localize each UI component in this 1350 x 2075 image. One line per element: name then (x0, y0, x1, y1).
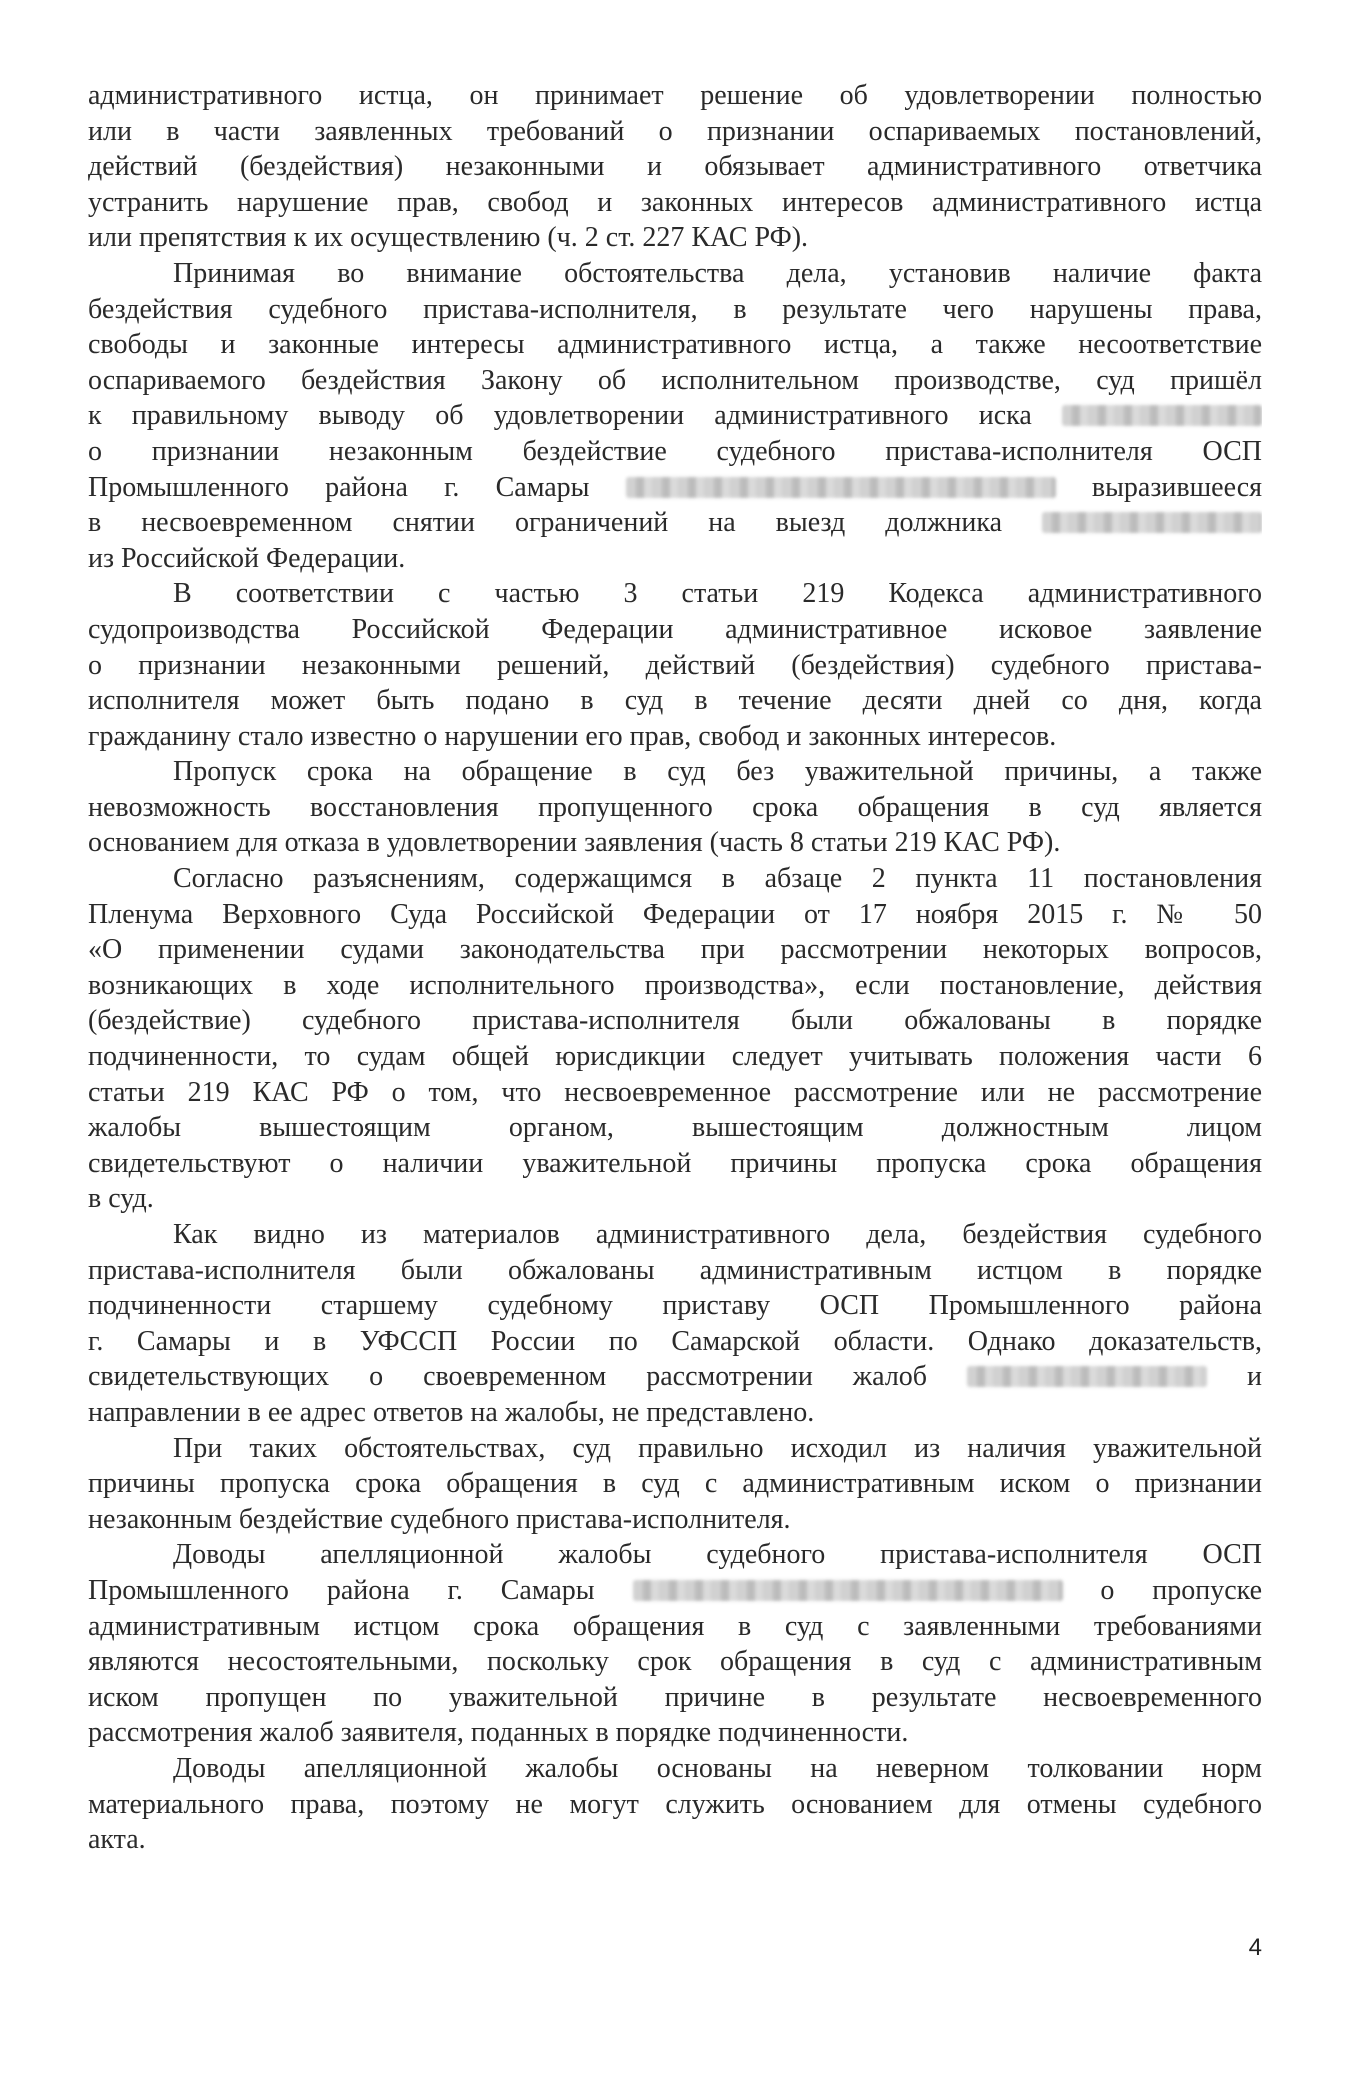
text-segment: Промышленного района г. Самары (88, 1574, 595, 1606)
text-line: действий (бездействия) незаконными и обязывает административного ответчика (88, 151, 1262, 183)
redacted-name (967, 1366, 1207, 1387)
text-line: в суд. (88, 1183, 154, 1215)
text-line: Согласно разъяснениям, содержащимся в абзаце 2 пункта 11 постановления (173, 863, 1262, 895)
text-line: из Российской Федерации. (88, 542, 406, 574)
text-line: бездействия судебного пристава-исполнителя, в результате чего нарушены права, (88, 293, 1262, 325)
redacted-name (1062, 405, 1262, 426)
text-line: пристава-исполнителя были обжалованы административным истцом в порядке (88, 1254, 1262, 1286)
text-segment: выразившееся (1091, 471, 1262, 503)
text-line: или препятствия к их осуществлению (ч. 2 ст. 227 КАС РФ). (88, 222, 809, 254)
text-line: незаконным бездействие судебного пристава-исполнителя. (88, 1503, 791, 1535)
text-line: гражданину стало известно о нарушении его прав, свобод и законных интересов. (88, 720, 1057, 752)
text-line: причины пропуска срока обращения в суд с административным иском о признании (88, 1468, 1262, 1500)
text-line: г. Самары и в УФССП России по Самарской области. Однако доказательств, (88, 1325, 1262, 1357)
text-line: судопроизводства Российской Федерации административное исковое заявление (88, 613, 1262, 645)
text-segment: о пропуске (1100, 1574, 1262, 1606)
page-number: 4 (1248, 1934, 1262, 1961)
text-line: административного истца, он принимает решение об удовлетворении полностью (88, 80, 1262, 111)
text-line: административным истцом срока обращения в суд с заявленными требованиями (88, 1610, 1262, 1642)
text-line: Доводы апелляционной жалобы основаны на неверном толковании норм (173, 1752, 1262, 1784)
text-line-with-redaction (88, 1573, 1262, 1609)
text-line: (бездействие) судебного пристава-исполнителя были обжалованы в порядке (88, 1005, 1262, 1037)
text-segment: Промышленного района г. Самары (88, 471, 590, 503)
redacted-name (1042, 512, 1262, 533)
text-line: устранить нарушение прав, свобод и законных интересов административного истца (88, 186, 1262, 218)
redacted-name (633, 1580, 1063, 1601)
text-line: невозможность восстановления пропущенного срока обращения в суд является (88, 791, 1262, 823)
text-line: подчиненности старшему судебному приставу ОСП Промышленного района (88, 1290, 1262, 1322)
text-line: о признании незаконными решений, действий (бездействия) судебного пристава- (88, 649, 1262, 681)
text-line-with-redaction (88, 470, 1262, 506)
text-segment: и (1247, 1361, 1262, 1393)
text-line: Пропуск срока на обращение в суд без уважительной причины, а также (173, 756, 1262, 788)
text-line: свободы и законные интересы административного истца, а также несоответствие (88, 329, 1262, 361)
text-line: статьи 219 КАС РФ о том, что несвоевременное рассмотрение или не рассмотрение (88, 1076, 1262, 1108)
text-line: оспариваемого бездействия Закону об исполнительном производстве, суд пришёл (88, 364, 1262, 396)
text-line: Принимая во внимание обстоятельства дела, установив наличие факта (173, 257, 1262, 289)
text-segment: в несвоевременном снятии ограничений на выезд должника (88, 507, 1003, 539)
text-line: свидетельствуют о наличии уважительной причины пропуска срока обращения (88, 1147, 1262, 1179)
text-line: направлении в ее адрес ответов на жалобы, не представлено. (88, 1396, 815, 1428)
text-line-with-redaction (88, 1359, 1262, 1395)
text-line: возникающих в ходе исполнительного производства», если постановление, действия (88, 969, 1262, 1001)
text-line: основанием для отказа в удовлетворении заявления (часть 8 статьи 219 КАС РФ). (88, 827, 1061, 859)
text-line: В соответствии с частью 3 статьи 219 Кодекса административного (173, 578, 1262, 610)
redacted-name (626, 477, 1056, 498)
text-line: Доводы апелляционной жалобы судебного пристава-исполнителя ОСП (173, 1539, 1262, 1571)
text-line: «О применении судами законодательства при рассмотрении некоторых вопросов, (88, 934, 1262, 966)
text-line: иском пропущен по уважительной причине в результате несвоевременного (88, 1681, 1262, 1713)
text-line-with-redaction (88, 505, 1262, 541)
text-segment: к правильному выводу об удовлетворении административного иска (88, 400, 1032, 432)
text-line-with-redaction (88, 398, 1262, 434)
text-line: При таких обстоятельствах, суд правильно исходил из наличия уважительной (173, 1432, 1262, 1464)
text-segment: свидетельствующих о своевременном рассмотрении жалоб (88, 1361, 928, 1393)
text-line: материального права, поэтому не могут служить основанием для отмены судебного (88, 1788, 1262, 1820)
text-line: исполнителя может быть подано в суд в течение десяти дней со дня, когда (88, 685, 1262, 717)
text-line: акта. (88, 1824, 146, 1856)
text-line: или в части заявленных требований о признании оспариваемых постановлений, (88, 115, 1262, 147)
text-line: о признании незаконным бездействие судебного пристава-исполнителя ОСП (88, 435, 1262, 467)
text-line: рассмотрения жалоб заявителя, поданных в порядке подчиненности. (88, 1717, 909, 1749)
text-line: Пленума Верховного Суда Российской Федерации от 17 ноября 2015 г. № 50 (88, 898, 1262, 930)
text-line: Как видно из материалов административного дела, бездействия судебного (173, 1219, 1262, 1250)
text-line: жалобы вышестоящим органом, вышестоящим должностным лицом (88, 1112, 1262, 1144)
text-line: являются несостоятельными, поскольку срок обращения в суд с административным (88, 1646, 1262, 1678)
text-line: подчиненности, то судам общей юрисдикции следует учитывать положения части 6 (88, 1041, 1262, 1073)
